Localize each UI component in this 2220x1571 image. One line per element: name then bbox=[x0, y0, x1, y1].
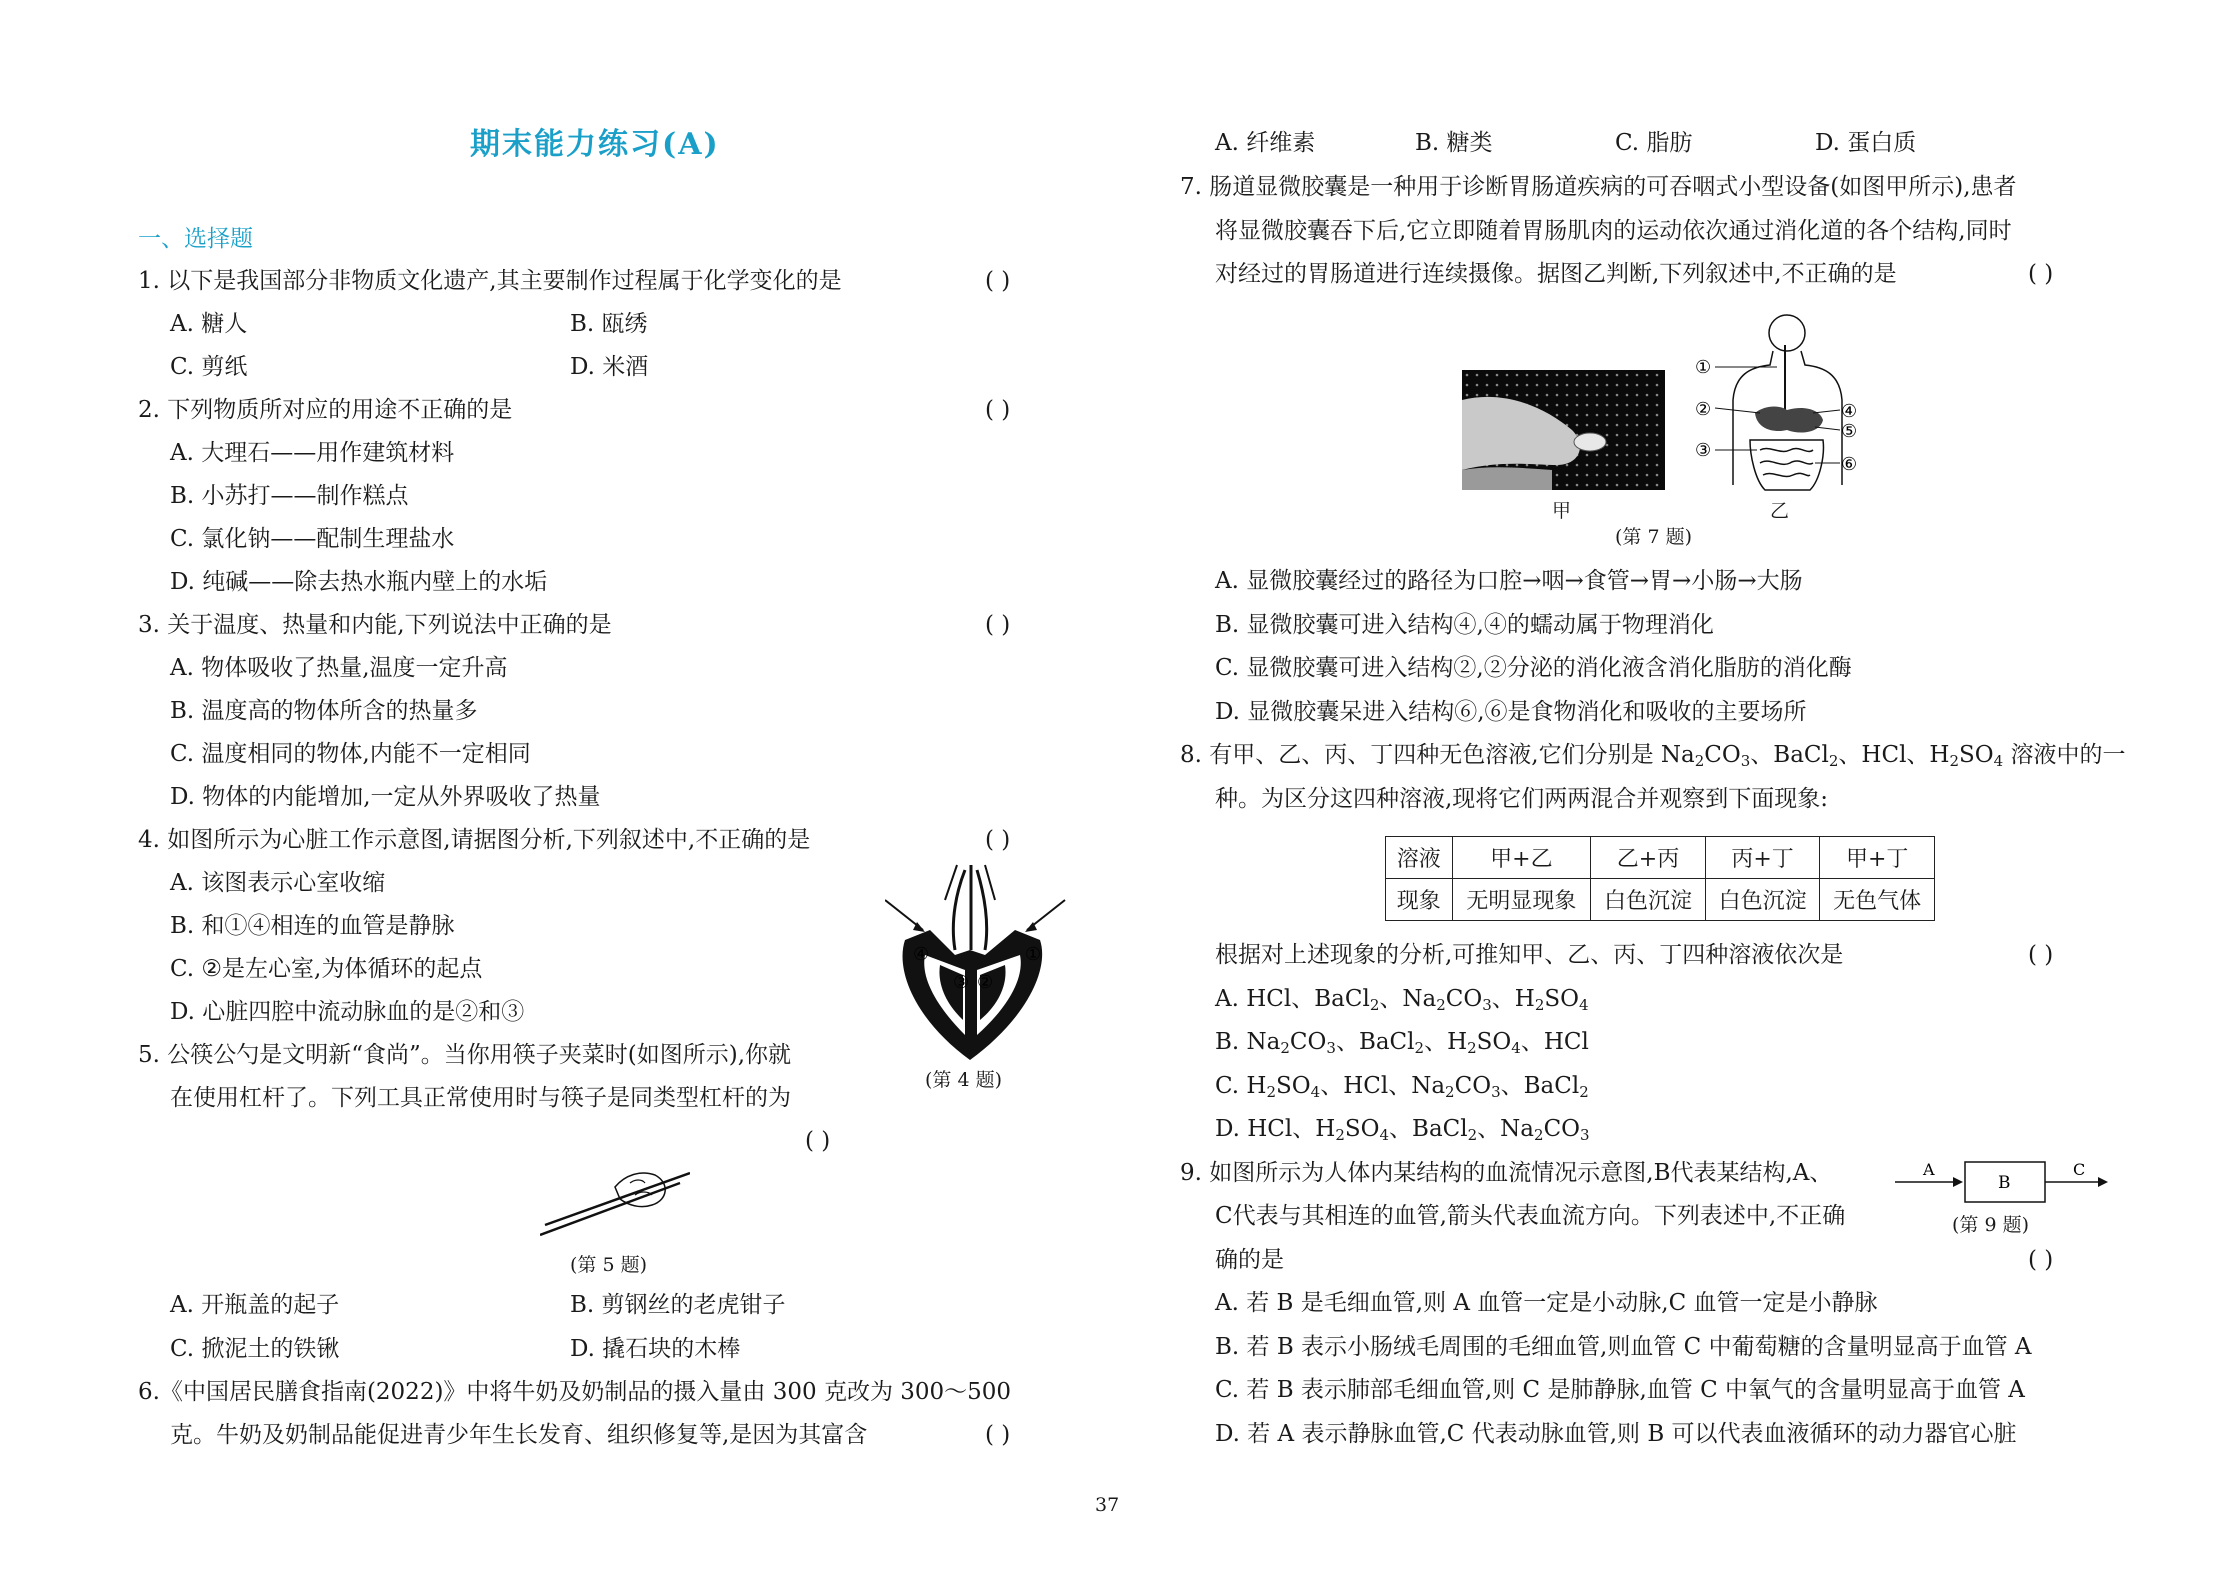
q4-option-b: B. 和①④相连的血管是静脉 bbox=[170, 913, 455, 939]
q8-stem-line1: 8. 有甲、乙、丙、丁四种无色溶液,它们分别是 $Na_2CO_3$、BaCl$_2$、HCl、$H_2SO_4$ 溶液中的一 bbox=[1180, 742, 2126, 770]
page-title: 期末能力练习(A) bbox=[470, 127, 720, 162]
table-header-cell: 乙+丙 bbox=[1591, 837, 1706, 879]
q4-option-d: D. 心脏四腔中流动脉血的是②和③ bbox=[170, 999, 525, 1025]
q6-option-a: A. 纤维素 bbox=[1215, 130, 1316, 156]
q6-stem-line2: 克。牛奶及奶制品能促进青少年生长发育、组织修复等,是因为其富含 bbox=[170, 1422, 868, 1448]
q3-option-c: C. 温度相同的物体,内能不一定相同 bbox=[170, 741, 531, 767]
page-number: 37 bbox=[1095, 1494, 1120, 1516]
q5-option-a: A. 开瓶盖的起子 bbox=[170, 1292, 340, 1318]
table-cell: 现象 bbox=[1386, 879, 1453, 921]
heart-label-1: ① bbox=[1025, 944, 1042, 965]
q6-option-b: B. 糖类 bbox=[1415, 130, 1493, 156]
q9-caption: (第 9 题) bbox=[1952, 1214, 2029, 1236]
q5-answer-blank: ( ) bbox=[805, 1128, 831, 1154]
digest-label-5: ⑤ bbox=[1841, 421, 1858, 442]
q2-answer-blank: ( ) bbox=[985, 397, 1011, 423]
q2-option-d: D. 纯碱——除去热水瓶内壁上的水垢 bbox=[170, 569, 548, 595]
q8-stem-prefix: 8. 有甲、乙、丙、丁四种无色溶液,它们分别是 bbox=[1180, 742, 1661, 768]
q2-option-a: A. 大理石——用作建筑材料 bbox=[170, 440, 455, 466]
q5-stem-line1: 5. 公筷公勺是文明新“食尚”。当你用筷子夹菜时(如图所示),你就 bbox=[138, 1042, 792, 1068]
section-heading: 一、选择题 bbox=[138, 226, 253, 252]
q8-option-b: B. $Na_2CO_3$、BaCl$_2$、$H_2SO_4$、HCl bbox=[1215, 1029, 1589, 1057]
digest-label-1: ① bbox=[1695, 357, 1712, 378]
fig7-label-b: 乙 bbox=[1770, 500, 1790, 522]
q9-answer-blank: ( ) bbox=[2028, 1247, 2054, 1273]
heart-label-2: ② bbox=[977, 972, 994, 993]
q3-answer-blank: ( ) bbox=[985, 612, 1011, 638]
table-row bbox=[1386, 879, 1935, 921]
q9-stem-line3: 确的是 bbox=[1215, 1247, 1284, 1273]
table-header-cell: 丙+丁 bbox=[1705, 837, 1820, 879]
heart-label-4: ④ bbox=[913, 944, 930, 965]
q8-option-c-letter: C. bbox=[1215, 1073, 1240, 1099]
q7-option-b: B. 显微胶囊可进入结构④,④的蠕动属于物理消化 bbox=[1215, 612, 1714, 638]
q2-option-c: C. 氯化钠——配制生理盐水 bbox=[170, 526, 455, 552]
q6-answer-blank: ( ) bbox=[985, 1422, 1011, 1448]
q7-stem-line2: 将显微胶囊吞下后,它立即随着胃肠肌肉的运动依次通过消化道的各个结构,同时 bbox=[1215, 218, 2012, 244]
chopsticks-figure bbox=[540, 1165, 690, 1240]
digest-label-3: ③ bbox=[1695, 440, 1712, 461]
q3-stem: 3. 关于温度、热量和内能,下列说法中正确的是 bbox=[138, 612, 612, 638]
heart-label-3: ③ bbox=[953, 972, 970, 993]
fig7-label-a: 甲 bbox=[1552, 500, 1572, 522]
q7-option-a: A. 显微胶囊经过的路径为口腔→咽→食管→胃→小肠→大肠 bbox=[1215, 568, 1803, 594]
q5-option-c: C. 掀泥土的铁锹 bbox=[170, 1336, 340, 1362]
q6-stem-line1: 6.《中国居民膳食指南(2022)》中将牛奶及奶制品的摄入量由 300 克改为 300～500 bbox=[138, 1379, 1012, 1405]
q1-stem: 1. 以下是我国部分非物质文化遗产,其主要制作过程属于化学变化的是 bbox=[138, 268, 842, 294]
table-header-cell: 甲+丁 bbox=[1820, 837, 1935, 879]
q9-option-a: A. 若 B 是毛细血管,则 A 血管一定是小动脉,C 血管一定是小静脉 bbox=[1215, 1290, 1878, 1316]
q1-option-c: C. 剪纸 bbox=[170, 354, 248, 380]
q7-stem-line1: 7. 肠道显微胶囊是一种用于诊断胃肠道疾病的可吞咽式小型设备(如图甲所示),患者 bbox=[1180, 174, 2017, 200]
table-cell: 无色气体 bbox=[1820, 879, 1935, 921]
blood-flow-label-c: C bbox=[2073, 1160, 2086, 1179]
digest-label-2: ② bbox=[1695, 399, 1712, 420]
q3-option-a: A. 物体吸收了热量,温度一定升高 bbox=[170, 655, 508, 681]
q8-answer-blank: ( ) bbox=[2028, 942, 2054, 968]
heart-diagram bbox=[885, 860, 1070, 1070]
q4-caption: (第 4 题) bbox=[925, 1069, 1002, 1091]
q4-option-a: A. 该图表示心室收缩 bbox=[170, 870, 386, 896]
q7-answer-blank: ( ) bbox=[2028, 261, 2054, 287]
digest-label-4: ④ bbox=[1841, 401, 1858, 422]
q1-answer-blank: ( ) bbox=[985, 268, 1011, 294]
digestive-system-diagram bbox=[1695, 305, 1860, 515]
q8-option-a-letter: A. bbox=[1215, 986, 1239, 1012]
q5-option-d: D. 撬石块的木棒 bbox=[570, 1336, 741, 1362]
q8-option-c: C. $H_2SO_4$、HCl、$Na_2CO_3$、BaCl$_2$ bbox=[1215, 1073, 1589, 1101]
q1-option-a: A. 糖人 bbox=[170, 311, 248, 337]
blood-flow-diagram bbox=[1895, 1150, 2110, 1210]
q7-option-c: C. 显微胶囊可进入结构②,②分泌的消化液含消化脂肪的消化酶 bbox=[1215, 655, 1852, 681]
q4-stem: 4. 如图所示为心脏工作示意图,请据图分析,下列叙述中,不正确的是 bbox=[138, 827, 811, 853]
q1-option-d: D. 米酒 bbox=[570, 354, 649, 380]
q4-option-c: C. ②是左心室,为体循环的起点 bbox=[170, 956, 483, 982]
table-cell: 白色沉淀 bbox=[1705, 879, 1820, 921]
q7-caption: (第 7 题) bbox=[1615, 526, 1692, 548]
q5-caption: (第 5 题) bbox=[570, 1254, 647, 1276]
capsule-photo bbox=[1462, 370, 1665, 490]
q8-option-d-letter: D. bbox=[1215, 1116, 1240, 1142]
table-cell: 无明显现象 bbox=[1452, 879, 1591, 921]
table-cell: 白色沉淀 bbox=[1591, 879, 1706, 921]
q9-stem-line1: 9. 如图所示为人体内某结构的血流情况示意图,B代表某结构,A、 bbox=[1180, 1160, 1833, 1186]
q2-stem: 2. 下列物质所对应的用途不正确的是 bbox=[138, 397, 513, 423]
q6-option-d: D. 蛋白质 bbox=[1815, 130, 1917, 156]
q6-option-c: C. 脂肪 bbox=[1615, 130, 1693, 156]
table-row bbox=[1386, 837, 1935, 879]
q3-option-d: D. 物体的内能增加,一定从外界吸收了热量 bbox=[170, 784, 601, 810]
q7-option-d: D. 显微胶囊呆进入结构⑥,⑥是食物消化和吸收的主要场所 bbox=[1215, 699, 1807, 725]
q8-option-d: D. HCl、$H_2SO_4$、BaCl$_2$、$Na_2CO_3$ bbox=[1215, 1116, 1590, 1144]
q5-option-b: B. 剪钢丝的老虎钳子 bbox=[570, 1292, 786, 1318]
q9-stem-line2: C代表与其相连的血管,箭头代表血流方向。下列表述中,不正确 bbox=[1215, 1203, 1846, 1229]
digest-label-6: ⑥ bbox=[1841, 454, 1858, 475]
q8-option-b-letter: B. bbox=[1215, 1029, 1240, 1055]
table-header-cell: 溶液 bbox=[1386, 837, 1453, 879]
q9-option-c: C. 若 B 表示肺部毛细血管,则 C 是肺静脉,血管 C 中氧气的含量明显高于血管 A bbox=[1215, 1377, 2025, 1403]
q9-option-b: B. 若 B 表示小肠绒毛周围的毛细血管,则血管 C 中葡萄糖的含量明显高于血管 A bbox=[1215, 1334, 2032, 1360]
q9-option-d: D. 若 A 表示静脉血管,C 代表动脉血管,则 B 可以代表血液循环的动力器官心脏 bbox=[1215, 1421, 2017, 1447]
q8-stem-line2: 种。为区分这四种溶液,现将它们两两混合并观察到下面现象: bbox=[1215, 786, 1829, 812]
q7-stem-line3: 对经过的胃肠道进行连续摄像。据图乙判断,下列叙述中,不正确的是 bbox=[1215, 261, 1897, 287]
q5-stem-line2: 在使用杠杆了。下列工具正常使用时与筷子是同类型杠杆的为 bbox=[170, 1085, 791, 1111]
q1-option-b: B. 瓯绣 bbox=[570, 311, 648, 337]
q8-option-a: A. HCl、BaCl$_2$、$Na_2CO_3$、$H_2SO_4$ bbox=[1215, 986, 1589, 1014]
blood-flow-label-a: A bbox=[1923, 1160, 1935, 1179]
q8-stem-suffix: 溶液中的一 bbox=[2003, 742, 2126, 768]
q2-option-b: B. 小苏打——制作糕点 bbox=[170, 483, 409, 509]
q4-answer-blank: ( ) bbox=[985, 827, 1011, 853]
q3-option-b: B. 温度高的物体所含的热量多 bbox=[170, 698, 478, 724]
table-header-cell: 甲+乙 bbox=[1452, 837, 1591, 879]
q8-observation-table bbox=[1385, 836, 1935, 921]
q8-stem-line3: 根据对上述现象的分析,可推知甲、乙、丙、丁四种溶液依次是 bbox=[1215, 942, 1844, 968]
blood-flow-label-b: B bbox=[1998, 1173, 2011, 1193]
